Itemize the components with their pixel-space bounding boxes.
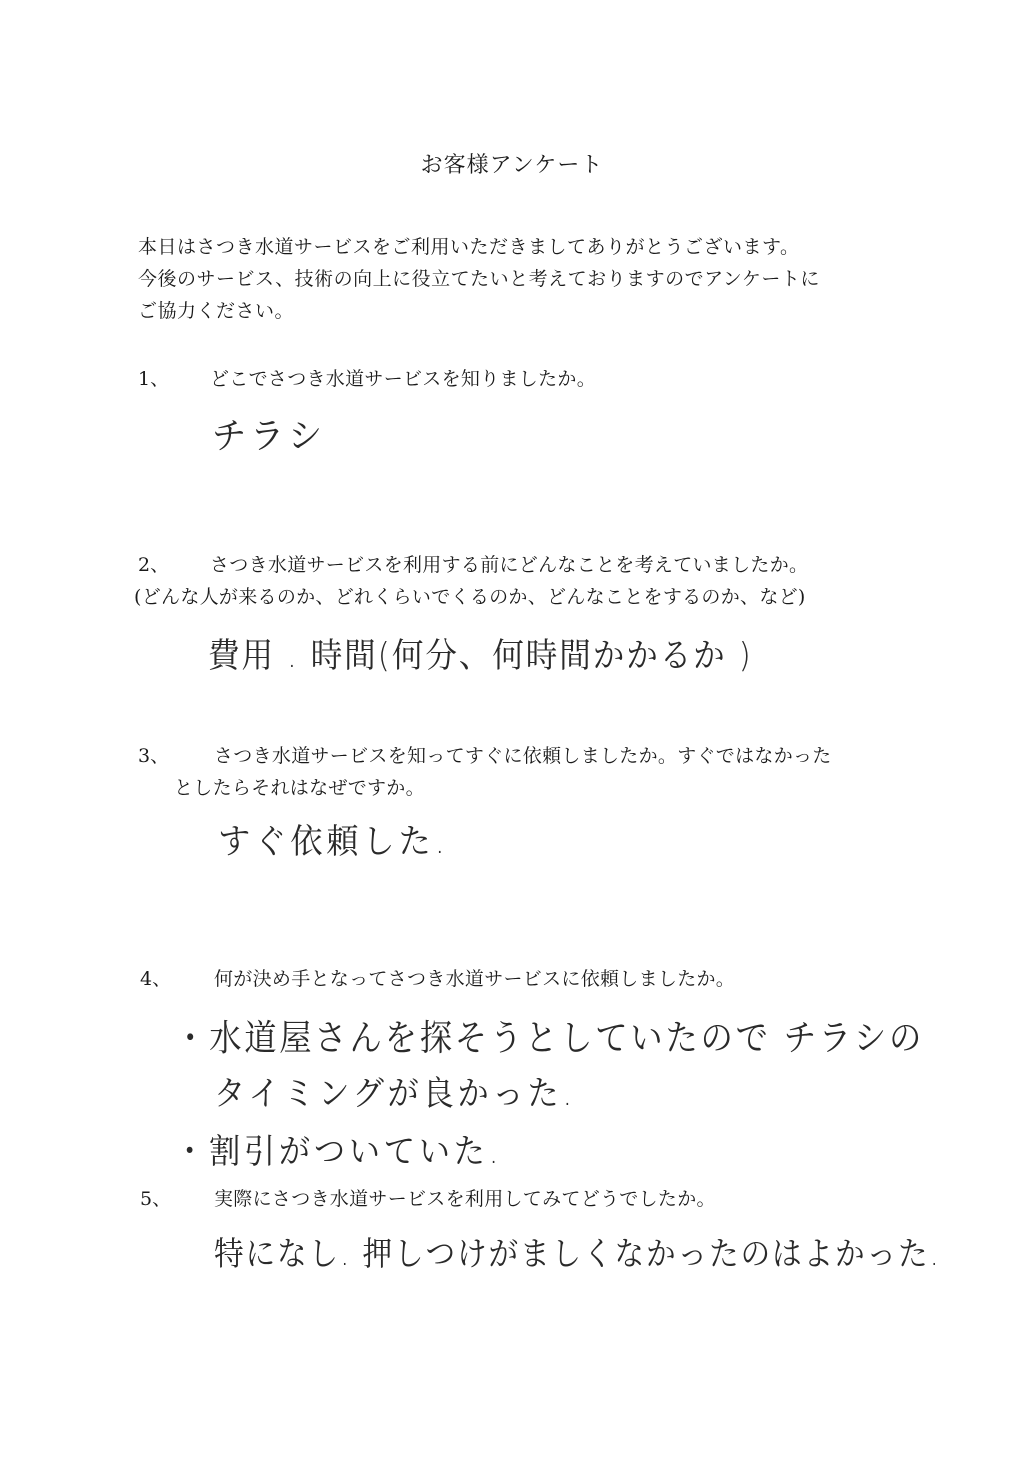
answer-4-handwriting-line-1: ・水道屋さんを探そうとしていたので チラシの — [174, 1018, 925, 1059]
answer-4-handwriting-line-3: ・割引がついていた. — [174, 1132, 503, 1172]
answer-1-handwriting: チラシ — [212, 416, 327, 457]
answer-3-handwriting: すぐ依頼した. — [218, 822, 449, 862]
intro-line-2: 今後のサービス、技術の向上に役立てたいと考えておりますのでアンケートに — [138, 268, 820, 290]
question-3-number: 3、 — [138, 745, 170, 767]
question-4-text: 何が決め手となってさつき水道サービスに依頼しましたか。 — [214, 968, 736, 990]
question-4-number: 4、 — [140, 968, 172, 990]
question-2-text: さつき水道サービスを利用する前にどんなことを考えていましたか。 — [210, 554, 809, 576]
answer-4-handwriting-line-2: タイミングが良かった. — [214, 1074, 576, 1114]
question-1-text: どこでさつき水道サービスを知りましたか。 — [210, 368, 597, 390]
question-5-number: 5、 — [140, 1188, 172, 1210]
question-5-text: 実際にさつき水道サービスを利用してみてどうでしたか。 — [214, 1188, 716, 1210]
question-3-subtext: としたらそれはなぜですか。 — [174, 777, 425, 799]
question-3-text: さつき水道サービスを知ってすぐに依頼しましたか。すぐではなかった — [214, 745, 832, 767]
page-title: お客様アンケート — [420, 153, 604, 178]
intro-line-1: 本日はさつき水道サービスをご利用いただきましてありがとうございます。 — [138, 236, 800, 258]
question-2-subtext: (どんな人が来るのか、どれくらいでくるのか、どんなことをするのか、など) — [134, 586, 806, 608]
answer-2-handwriting: 費用 . 時間(何分、何時間かかるか ) — [208, 636, 753, 676]
question-1-number: 1、 — [138, 368, 170, 390]
intro-line-3: ご協力ください。 — [138, 300, 295, 322]
answer-5-handwriting: 特になし. 押しつけがましくなかったのはよかった. — [214, 1234, 941, 1273]
question-2-number: 2、 — [138, 554, 170, 576]
